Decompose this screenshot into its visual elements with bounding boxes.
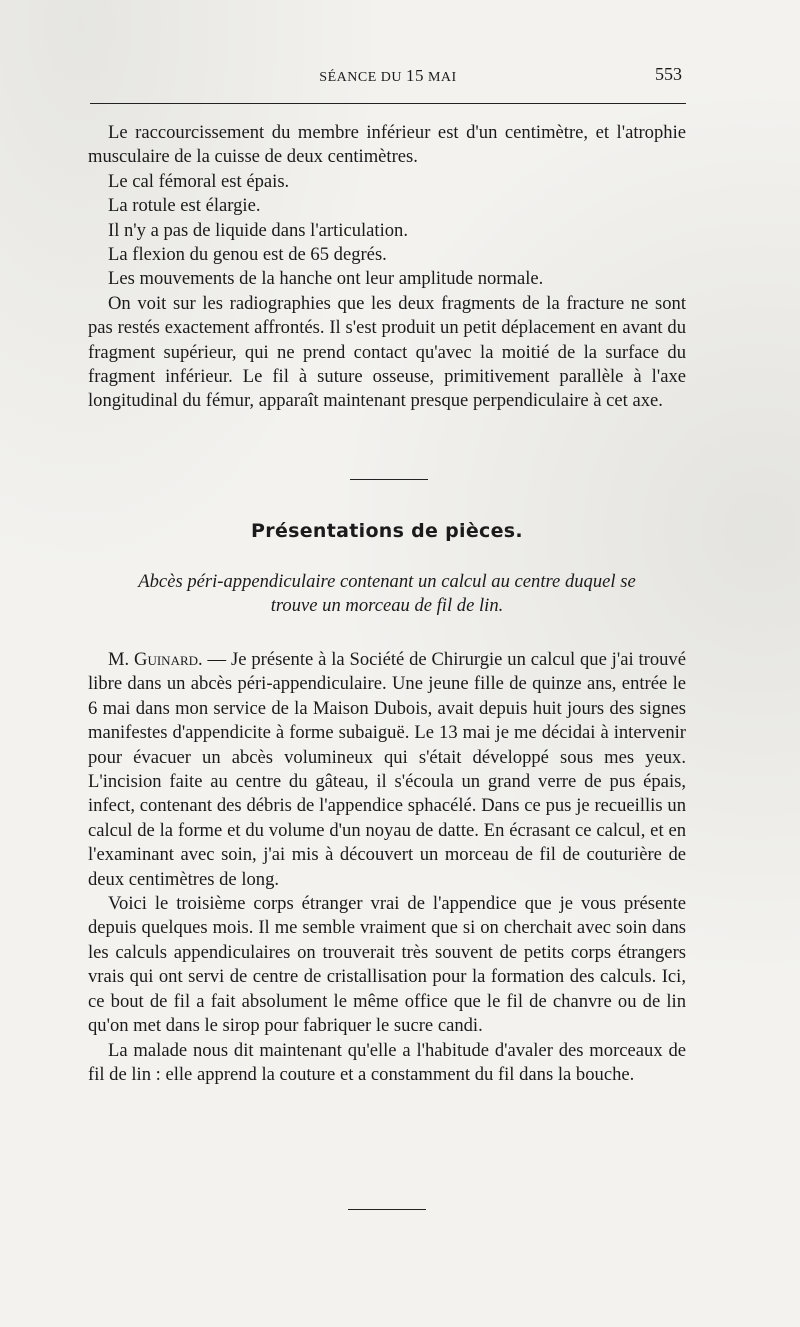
- running-head: [90, 66, 686, 86]
- running-head-month: MAI: [423, 70, 457, 85]
- separator-rule: [350, 479, 428, 480]
- section-title: Présentations de pièces.: [251, 520, 523, 542]
- paragraph: Voici le troisième corps étranger vrai de l'appendice que je vous présente depuis quelques mois. Il me semble vraiment que si on cherchait avec soin dans les calculs appendiculaires on trouverait très souvent de petits corps étrangers vrais qui ont servi de centre de cristallisation pour la formation des calculs. Ici, ce bout de fil a fait absolument le même office que le fil de chanvre ou de lin qu'on met dans le sirop pour fabriquer le sucre candi.: [88, 893, 686, 1037]
- paragraph: Le raccourcissement du membre inférieur est d'un centimètre, et l'atrophie musculaire de la cuisse de deux centimètres.: [88, 122, 686, 168]
- paragraph: On voit sur les radiographies que les deux fragments de la fracture ne sont pas restés exactement affrontés. Il s'est produit un petit déplacement en avant du fragment supérieur, qui ne prend contact qu'avec la moitié de la surface du fragment inférieur. Le fil à suture osseuse, primitivement parallèle à l'axe longitudinal du fémur, apparaît maintenant presque perpendiculaire à cet axe.: [88, 292, 686, 412]
- paragraph-text: — Je présente à la Société de Chirurgie un calcul que j'ai trouvé libre dans un abcès péri-appendiculaire. Une jeune fille de quinze ans, entrée le 6 mai dans mon service de la Maison Dubois, avait depuis huit jours des signes manifestes d'appendicite à forme subaiguë. Le 13 mai je me décidai à intervenir pour évacuer un abcès volumineux qui s'était développé sous mes yeux. L'incision faite au centre du gâteau, il s'écoula un grand verre de pus épais, infect, contenant des débris de l'appendice sphacélé. Dans ce pus je recueillis un calcul de la forme et du volume d'un noyau de datte. En écrasant ce calcul, et en l'examinant avec soin, j'ai mis à découvert un morceau de fil de couturière de deux centimètres de long.: [88, 649, 686, 890]
- running-head-day: 15: [405, 66, 424, 85]
- separator-rule: [348, 1209, 426, 1210]
- speaker-name: M. Guinard.: [108, 649, 203, 670]
- page-header: [90, 64, 686, 90]
- paragraph: Il n'y a pas de liquide dans l'articulation.: [108, 219, 408, 241]
- text-block-case-report: [88, 121, 686, 414]
- paragraph: Les mouvements de la hanche ont leur amplitude normale.: [108, 268, 544, 290]
- paragraph: La rotule est élargie.: [108, 195, 261, 217]
- item-title-line: Abcès péri-appendiculaire contenant un calcul au centre duquel se: [138, 571, 636, 592]
- paragraph: Le cal fémoral est épais.: [108, 170, 290, 192]
- paragraph: La malade nous dit maintenant qu'elle a l'habitude d'avaler des morceaux de fil de lin : elle apprend la couture et a constamment du fil dans la bouche.: [88, 1039, 686, 1085]
- item-title: [88, 570, 686, 619]
- header-rule: [90, 103, 686, 104]
- paragraph: [88, 648, 686, 892]
- paragraph: La flexion du genou est de 65 degrés.: [108, 244, 387, 266]
- item-title-line: trouve un morceau de fil de lin.: [270, 595, 504, 617]
- running-head-pre: SÉANCE DU: [319, 70, 406, 85]
- text-block-presentation: [88, 648, 686, 1087]
- page-number: 553: [655, 64, 682, 84]
